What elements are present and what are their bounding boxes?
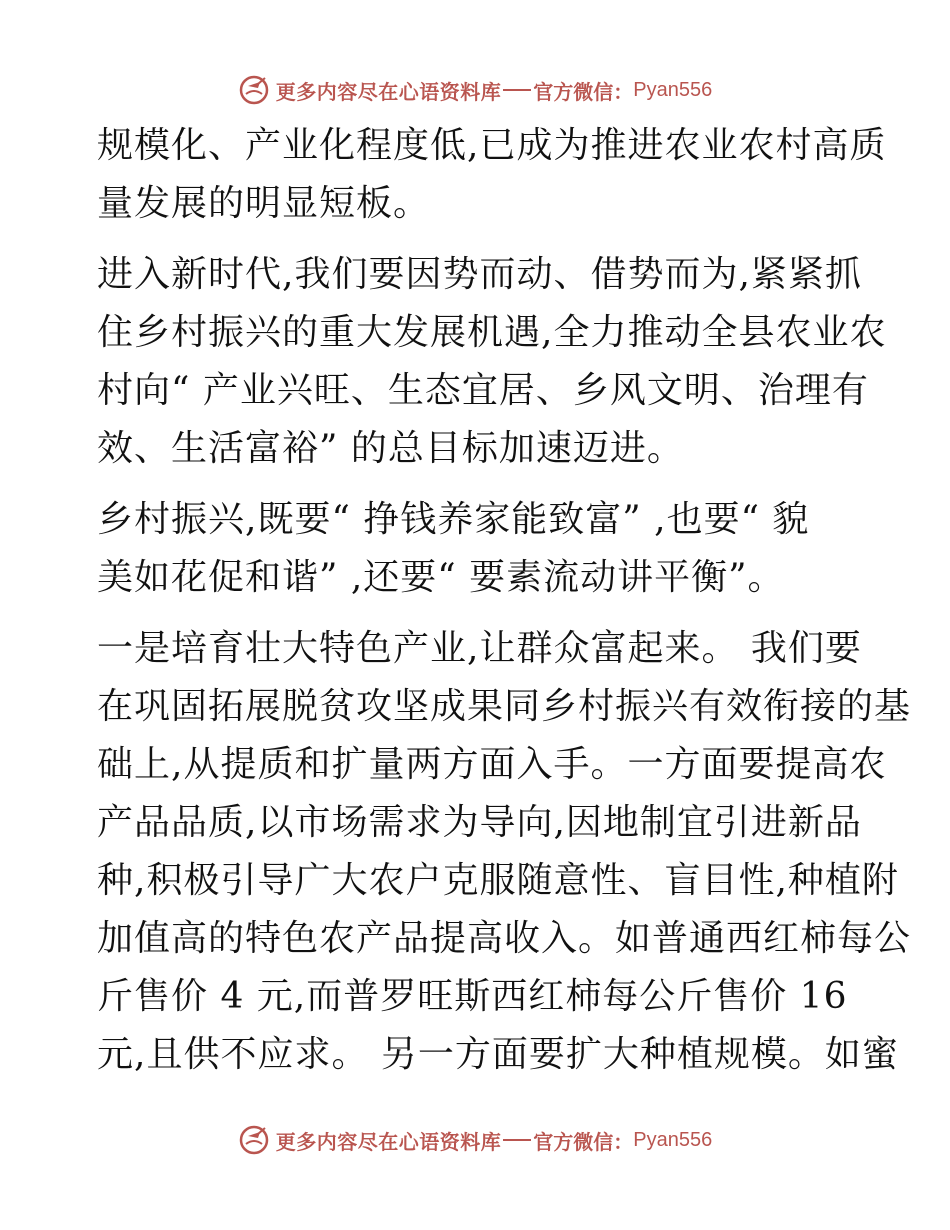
banner-wechat-label: 官方微信： [533, 79, 634, 104]
text-line: 效、生活富裕” 的总目标加速迈进。 [97, 428, 684, 469]
banner-wechat-id: Pyan556 [633, 1128, 713, 1151]
text-line: 规模化、产业化程度低,已成为推进农业农村高质 [97, 125, 887, 166]
text-line: 量发展的明显短板。 [97, 183, 431, 224]
paragraph [97, 246, 887, 478]
text-line: 础上,从提质和扩量两方面入手。一方面要提高农 [97, 744, 887, 785]
banner-divider [503, 89, 531, 91]
paragraph [97, 620, 912, 1084]
book-pen-logo-icon [238, 1124, 270, 1156]
header-banner [0, 70, 950, 110]
text-line: 产品品质,以市场需求为导向,因地制宜引进新品 [97, 802, 862, 843]
text-line: 种,积极引导广大农户克服随意性、盲目性,种植附 [97, 860, 899, 901]
book-pen-logo-icon [238, 74, 270, 106]
text-line: 在巩固拓展脱贫攻坚成果同乡村振兴有效衔接的基 [97, 686, 912, 727]
banner-wechat-label: 官方微信： [533, 1129, 634, 1154]
text-line: 一是培育壮大特色产业,让群众富起来。 我们要 [97, 628, 862, 669]
text-line: 加值高的特色农产品提高收入。如普通西红柿每公 [97, 918, 912, 959]
text-line: 住乡村振兴的重大发展机遇,全力推动全县农业农 [97, 312, 887, 353]
text-line: 村向“ 产业兴旺、生态宜居、乡风文明、治理有 [97, 370, 869, 411]
document-body [97, 117, 912, 1097]
banner-divider [503, 1139, 531, 1141]
paragraph [97, 491, 857, 607]
text-line: 美如花促和谐” ,还要“ 要素流动讲平衡”。 [97, 557, 785, 598]
banner-title: 更多内容尽在心语资料库 [275, 1129, 502, 1154]
paragraph [97, 117, 887, 233]
text-line: 元,且供不应求。 另一方面要扩大种植规模。如蜜 [97, 1034, 899, 1075]
text-line: 斤售价 4 元,而普罗旺斯西红柿每公斤售价 16 [97, 976, 848, 1017]
banner-wechat-id: Pyan556 [633, 78, 713, 101]
banner-title: 更多内容尽在心语资料库 [275, 79, 502, 104]
footer-banner [0, 1120, 950, 1160]
text-line: 乡村振兴,既要“ 挣钱养家能致富” ,也要“ 貌 [97, 499, 810, 540]
text-line: 进入新时代,我们要因势而动、借势而为,紧紧抓 [97, 254, 862, 295]
